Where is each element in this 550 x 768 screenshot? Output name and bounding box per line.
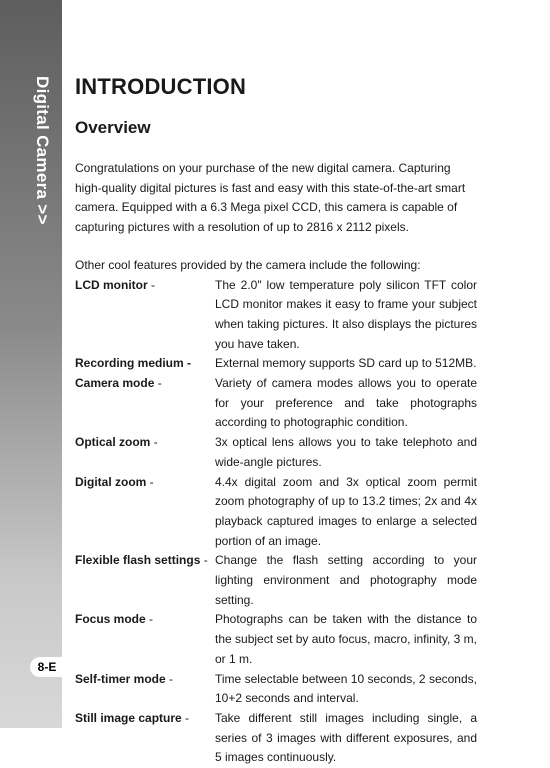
feature-item bbox=[75, 610, 477, 669]
features-lead: Other cool features provided by the camera include the following: bbox=[75, 257, 421, 272]
feature-item bbox=[75, 276, 477, 355]
feature-desc: Photographs can be taken with the distance to the subject set by auto focus, macro, infinity, 3 m, or 1 m. bbox=[215, 612, 477, 666]
feature-desc: Change the flash setting according to your lighting environment and photography mode setting. bbox=[215, 553, 477, 607]
intro-paragraph: Congratulations on your purchase of the new digital camera. Capturing high-quality digital pictures is fast and easy with this state-of-the-art smart camera. Equipped with a 6.3 Mega pixel CCD, this camera is capable of capturing pictures with a resolution of up to 2816 x 2112 pixels. bbox=[75, 161, 466, 235]
feature-term: Digital zoom bbox=[75, 474, 147, 489]
sidebar bbox=[0, 0, 62, 728]
sidebar-title bbox=[28, 76, 52, 316]
feature-sep: - bbox=[147, 277, 155, 292]
feature-item bbox=[75, 551, 477, 610]
feature-item bbox=[75, 433, 477, 472]
page-number: 8-E bbox=[30, 657, 64, 677]
feature-sep: - bbox=[181, 710, 190, 725]
feature-term: LCD monitor bbox=[75, 277, 148, 292]
section-heading: Overview bbox=[75, 118, 151, 137]
feature-desc: Take different still images including single, a series of 3 images with different exposures, and 5 images continuously. bbox=[215, 710, 477, 765]
feature-sep: - bbox=[150, 435, 158, 450]
feature-sep: - bbox=[146, 474, 154, 489]
sidebar-title-text: Digital Camera >> bbox=[33, 76, 52, 225]
feature-desc: External memory supports SD card up to 512MB. bbox=[215, 356, 477, 371]
feature-item bbox=[75, 473, 477, 552]
feature-desc: 3x optical lens allows you to take telephoto and wide-angle pictures. bbox=[215, 435, 477, 469]
feature-sep: - bbox=[165, 671, 174, 686]
feature-desc: The 2.0" low temperature poly silicon TFT color LCD monitor makes it easy to frame your subject when taking pictures. It also displays the pictures you have taken. bbox=[215, 277, 477, 351]
feature-list bbox=[75, 276, 477, 768]
feature-term: Camera mode bbox=[75, 376, 155, 391]
feature-item bbox=[75, 354, 477, 374]
feature-sep: - bbox=[145, 612, 154, 627]
feature-item bbox=[75, 670, 477, 709]
feature-term: Recording medium - bbox=[75, 356, 192, 371]
feature-term: Optical zoom bbox=[75, 435, 151, 450]
feature-term: Still image capture bbox=[75, 710, 182, 725]
feature-term: Focus mode bbox=[75, 612, 146, 627]
feature-sep: - bbox=[154, 376, 162, 391]
feature-desc: 4.4x digital zoom and 3x optical zoom permit zoom photography of up to 13.2 times; 2x and 4x playback captured images to enlarge a selected portion of an image. bbox=[215, 474, 477, 548]
feature-sep: - bbox=[200, 553, 208, 568]
feature-term: Flexible flash settings bbox=[75, 553, 201, 568]
feature-desc: Variety of camera modes allows you to operate for your preference and take photographs according to photographic condition. bbox=[215, 376, 477, 430]
content bbox=[75, 74, 477, 768]
feature-desc: Time selectable between 10 seconds, 2 seconds, 10+2 seconds and interval. bbox=[215, 671, 477, 706]
feature-term: Self-timer mode bbox=[75, 671, 166, 686]
feature-item bbox=[75, 709, 477, 768]
page-heading: INTRODUCTION bbox=[75, 74, 247, 99]
feature-item bbox=[75, 374, 477, 433]
